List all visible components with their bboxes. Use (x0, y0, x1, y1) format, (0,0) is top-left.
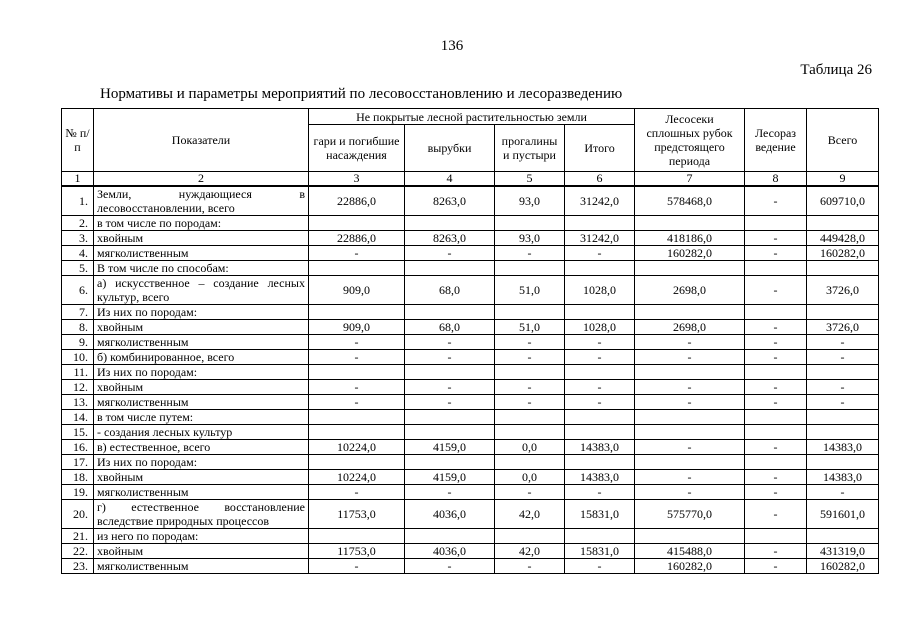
header-total: Всего (807, 109, 879, 172)
cell-c8: - (745, 350, 807, 365)
table-row (62, 246, 879, 261)
table-row (62, 529, 879, 544)
column-number: 2 (94, 172, 309, 187)
cell-c6 (565, 216, 635, 231)
cell-c3: 10224,0 (309, 470, 405, 485)
row-label (94, 276, 309, 305)
cell-c5 (495, 410, 565, 425)
cell-c7 (635, 216, 745, 231)
cell-c3: - (309, 335, 405, 350)
row-label: мягколиственным (94, 335, 309, 350)
cell-c3: - (309, 485, 405, 500)
cell-c5: 0,0 (495, 470, 565, 485)
table-row (62, 380, 879, 395)
cell-c9: - (807, 485, 879, 500)
cell-c6 (565, 365, 635, 380)
cell-c4 (405, 455, 495, 470)
cell-c6: 14383,0 (565, 470, 635, 485)
cell-c5: - (495, 350, 565, 365)
cell-c6: - (565, 246, 635, 261)
cell-c7 (635, 261, 745, 276)
cell-c7: - (635, 470, 745, 485)
cell-c9: 3726,0 (807, 320, 879, 335)
cell-c8 (745, 455, 807, 470)
cell-c7: - (635, 440, 745, 455)
column-number: 5 (495, 172, 565, 187)
cell-c4: 68,0 (405, 276, 495, 305)
cell-c5: - (495, 559, 565, 574)
cell-c4: 4036,0 (405, 500, 495, 529)
cell-c8 (745, 365, 807, 380)
cell-c5: - (495, 335, 565, 350)
cell-c5 (495, 455, 565, 470)
cell-c3: - (309, 246, 405, 261)
cell-c6: 14383,0 (565, 440, 635, 455)
cell-c6 (565, 529, 635, 544)
cell-c7: - (635, 485, 745, 500)
table-row (62, 186, 879, 216)
row-number: 14. (62, 410, 94, 425)
cell-c3: 909,0 (309, 276, 405, 305)
cell-c3: 11753,0 (309, 544, 405, 559)
cell-c4: 4159,0 (405, 440, 495, 455)
cell-c4: - (405, 350, 495, 365)
cell-c5: 0,0 (495, 440, 565, 455)
row-number: 17. (62, 455, 94, 470)
cell-c8 (745, 410, 807, 425)
cell-c9: 609710,0 (807, 186, 879, 216)
row-number: 3. (62, 231, 94, 246)
table-row (62, 261, 879, 276)
row-label: в том числе путем: (94, 410, 309, 425)
cell-c6: - (565, 335, 635, 350)
cell-c7: - (635, 380, 745, 395)
cell-c3: - (309, 380, 405, 395)
row-number: 15. (62, 425, 94, 440)
cell-c4 (405, 365, 495, 380)
header-afforestation: Лесораз ведение (745, 109, 807, 172)
cell-c6 (565, 455, 635, 470)
row-number: 19. (62, 485, 94, 500)
row-number: 8. (62, 320, 94, 335)
cell-c4: 68,0 (405, 320, 495, 335)
cell-c8: - (745, 500, 807, 529)
header-indicators: Показатели (94, 109, 309, 172)
table-row (62, 216, 879, 231)
cell-c8 (745, 261, 807, 276)
table-row (62, 365, 879, 380)
table-row (62, 425, 879, 440)
column-number: 4 (405, 172, 495, 187)
cell-c3 (309, 365, 405, 380)
row-number: 11. (62, 365, 94, 380)
cell-c9: - (807, 350, 879, 365)
header-not-covered-group: Не покрытые лесной растительностью земли (309, 109, 635, 125)
cell-c6: - (565, 485, 635, 500)
cell-c9: 449428,0 (807, 231, 879, 246)
table-row (62, 440, 879, 455)
cell-c8 (745, 305, 807, 320)
cell-c6 (565, 425, 635, 440)
row-number: 18. (62, 470, 94, 485)
cell-c8: - (745, 485, 807, 500)
cell-c8 (745, 425, 807, 440)
cell-c9 (807, 365, 879, 380)
cell-c9: 591601,0 (807, 500, 879, 529)
cell-c8: - (745, 395, 807, 410)
cell-c3 (309, 305, 405, 320)
row-label: Из них по породам: (94, 305, 309, 320)
row-label: мягколиственным (94, 246, 309, 261)
row-label-line2: вследствие природных процессов (97, 514, 270, 528)
cell-c3: 11753,0 (309, 500, 405, 529)
column-number: 9 (807, 172, 879, 187)
cell-c4: - (405, 485, 495, 500)
cell-c5 (495, 261, 565, 276)
cell-c6: 15831,0 (565, 544, 635, 559)
cell-c8: - (745, 544, 807, 559)
cell-c4 (405, 216, 495, 231)
cell-c3: 10224,0 (309, 440, 405, 455)
cell-c4 (405, 410, 495, 425)
cell-c3 (309, 410, 405, 425)
cell-c9: - (807, 380, 879, 395)
cell-c5: - (495, 395, 565, 410)
cell-c9: 3726,0 (807, 276, 879, 305)
document-title: Нормативы и параметры мероприятий по лесовосстановлению и лесоразведению (100, 86, 623, 102)
cell-c6: - (565, 380, 635, 395)
column-number: 8 (745, 172, 807, 187)
row-number: 1. (62, 186, 94, 216)
cell-c8: - (745, 276, 807, 305)
row-label: хвойным (94, 380, 309, 395)
table-row (62, 410, 879, 425)
row-number: 12. (62, 380, 94, 395)
cell-c5: 51,0 (495, 276, 565, 305)
cell-c4 (405, 261, 495, 276)
table-row (62, 395, 879, 410)
row-label: В том числе по способам: (94, 261, 309, 276)
cell-c8: - (745, 186, 807, 216)
cell-c9: - (807, 395, 879, 410)
cell-c3: 22886,0 (309, 186, 405, 216)
cell-c5 (495, 216, 565, 231)
cell-c8: - (745, 320, 807, 335)
cell-c7: - (635, 335, 745, 350)
row-label: мягколиственным (94, 485, 309, 500)
cell-c3: - (309, 395, 405, 410)
cell-c5 (495, 365, 565, 380)
cell-c4: - (405, 246, 495, 261)
table-row (62, 500, 879, 529)
cell-c5: 42,0 (495, 500, 565, 529)
row-number: 10. (62, 350, 94, 365)
cell-c6: 15831,0 (565, 500, 635, 529)
cell-c4: 4159,0 (405, 470, 495, 485)
row-label-line2: лесовосстановлении, всего (97, 201, 235, 215)
cell-c3: 909,0 (309, 320, 405, 335)
cell-c4: - (405, 335, 495, 350)
row-number: 23. (62, 559, 94, 574)
table-row (62, 335, 879, 350)
cell-c7: 2698,0 (635, 320, 745, 335)
row-label: хвойным (94, 470, 309, 485)
table-row (62, 231, 879, 246)
column-number: 6 (565, 172, 635, 187)
cell-c9 (807, 529, 879, 544)
table-body (62, 186, 879, 574)
cell-c8: - (745, 380, 807, 395)
cell-c8 (745, 529, 807, 544)
cell-c6: - (565, 395, 635, 410)
row-label: в) естественное, всего (94, 440, 309, 455)
row-label-line1: г) естественное восстановление (97, 500, 305, 514)
cell-c6: 1028,0 (565, 320, 635, 335)
row-number: 7. (62, 305, 94, 320)
cell-c7: 578468,0 (635, 186, 745, 216)
row-label: мягколиственным (94, 395, 309, 410)
header-felling: Лесосеки сплошных рубок предстоящего периода (635, 109, 745, 172)
cell-c9 (807, 425, 879, 440)
row-label-line1: Земли, нуждающиеся в (97, 187, 305, 201)
cell-c6 (565, 305, 635, 320)
cell-c9: 160282,0 (807, 246, 879, 261)
table-row (62, 544, 879, 559)
row-label: б) комбинированное, всего (94, 350, 309, 365)
row-label-line1: а) искусственное – создание лесных (97, 276, 305, 290)
row-label: Из них по породам: (94, 365, 309, 380)
header-glades: прогалины и пустыри (495, 125, 565, 172)
row-label: Из них по породам: (94, 455, 309, 470)
column-number: 7 (635, 172, 745, 187)
cell-c5 (495, 529, 565, 544)
cell-c7: - (635, 350, 745, 365)
cell-c8: - (745, 246, 807, 261)
row-number: 16. (62, 440, 94, 455)
cell-c7: - (635, 395, 745, 410)
column-number-row (62, 172, 879, 187)
cell-c7: 418186,0 (635, 231, 745, 246)
cell-c4: 8263,0 (405, 231, 495, 246)
header-burns: гари и погибшие насаждения (309, 125, 405, 172)
cell-c3 (309, 261, 405, 276)
cell-c7: 2698,0 (635, 276, 745, 305)
cell-c9: 160282,0 (807, 559, 879, 574)
row-number: 4. (62, 246, 94, 261)
cell-c6: - (565, 559, 635, 574)
row-number: 21. (62, 529, 94, 544)
cell-c4: 8263,0 (405, 186, 495, 216)
cell-c9: 14383,0 (807, 470, 879, 485)
row-number: 9. (62, 335, 94, 350)
table-row (62, 276, 879, 305)
cell-c7: 415488,0 (635, 544, 745, 559)
cell-c9: - (807, 335, 879, 350)
table-row (62, 320, 879, 335)
table-row (62, 559, 879, 574)
cell-c9 (807, 216, 879, 231)
cell-c7 (635, 425, 745, 440)
cell-c4: 4036,0 (405, 544, 495, 559)
cell-c6: 31242,0 (565, 186, 635, 216)
row-label: мягколиственным (94, 559, 309, 574)
table-row (62, 470, 879, 485)
cell-c9: 431319,0 (807, 544, 879, 559)
cell-c9 (807, 455, 879, 470)
page-number: 136 (440, 38, 464, 54)
row-number: 13. (62, 395, 94, 410)
cell-c3 (309, 529, 405, 544)
regeneration-table (61, 108, 879, 574)
cell-c9 (807, 305, 879, 320)
cell-c6: 1028,0 (565, 276, 635, 305)
cell-c7: 160282,0 (635, 246, 745, 261)
cell-c4: - (405, 395, 495, 410)
cell-c3: - (309, 559, 405, 574)
header-subtotal: Итого (565, 125, 635, 172)
header-clearings: вырубки (405, 125, 495, 172)
cell-c3 (309, 455, 405, 470)
cell-c4: - (405, 380, 495, 395)
cell-c3 (309, 425, 405, 440)
cell-c8: - (745, 440, 807, 455)
cell-c5 (495, 425, 565, 440)
cell-c9 (807, 410, 879, 425)
cell-c5: 42,0 (495, 544, 565, 559)
row-label: - создания лесных культур (94, 425, 309, 440)
cell-c7 (635, 305, 745, 320)
cell-c8 (745, 216, 807, 231)
cell-c7 (635, 529, 745, 544)
row-label: хвойным (94, 544, 309, 559)
column-number: 3 (309, 172, 405, 187)
cell-c5 (495, 305, 565, 320)
cell-c7 (635, 455, 745, 470)
cell-c5: - (495, 485, 565, 500)
cell-c3: 22886,0 (309, 231, 405, 246)
cell-c8: - (745, 231, 807, 246)
cell-c6 (565, 410, 635, 425)
cell-c9: 14383,0 (807, 440, 879, 455)
row-number: 22. (62, 544, 94, 559)
row-number: 2. (62, 216, 94, 231)
row-number: 5. (62, 261, 94, 276)
row-number: 20. (62, 500, 94, 529)
cell-c5: 93,0 (495, 186, 565, 216)
header-num: № п/п (62, 109, 94, 172)
cell-c5: 93,0 (495, 231, 565, 246)
cell-c5: - (495, 246, 565, 261)
cell-c7: 575770,0 (635, 500, 745, 529)
row-label (94, 186, 309, 216)
cell-c3 (309, 216, 405, 231)
column-number: 1 (62, 172, 94, 187)
row-label: в том числе по породам: (94, 216, 309, 231)
table-row (62, 485, 879, 500)
row-label: хвойным (94, 231, 309, 246)
cell-c5: - (495, 380, 565, 395)
cell-c8: - (745, 335, 807, 350)
cell-c6: - (565, 350, 635, 365)
cell-c6 (565, 261, 635, 276)
cell-c8: - (745, 470, 807, 485)
row-number: 6. (62, 276, 94, 305)
table-row (62, 455, 879, 470)
table-row (62, 305, 879, 320)
cell-c7 (635, 410, 745, 425)
row-label-line2: культур, всего (97, 290, 170, 304)
table-row (62, 350, 879, 365)
cell-c4 (405, 529, 495, 544)
row-label: хвойным (94, 320, 309, 335)
cell-c4: - (405, 559, 495, 574)
row-label (94, 500, 309, 529)
cell-c7 (635, 365, 745, 380)
cell-c4 (405, 425, 495, 440)
cell-c7: 160282,0 (635, 559, 745, 574)
cell-c3: - (309, 350, 405, 365)
cell-c5: 51,0 (495, 320, 565, 335)
cell-c8: - (745, 559, 807, 574)
cell-c6: 31242,0 (565, 231, 635, 246)
cell-c9 (807, 261, 879, 276)
table-label: Таблица 26 (800, 62, 872, 78)
row-label: из него по породам: (94, 529, 309, 544)
cell-c4 (405, 305, 495, 320)
